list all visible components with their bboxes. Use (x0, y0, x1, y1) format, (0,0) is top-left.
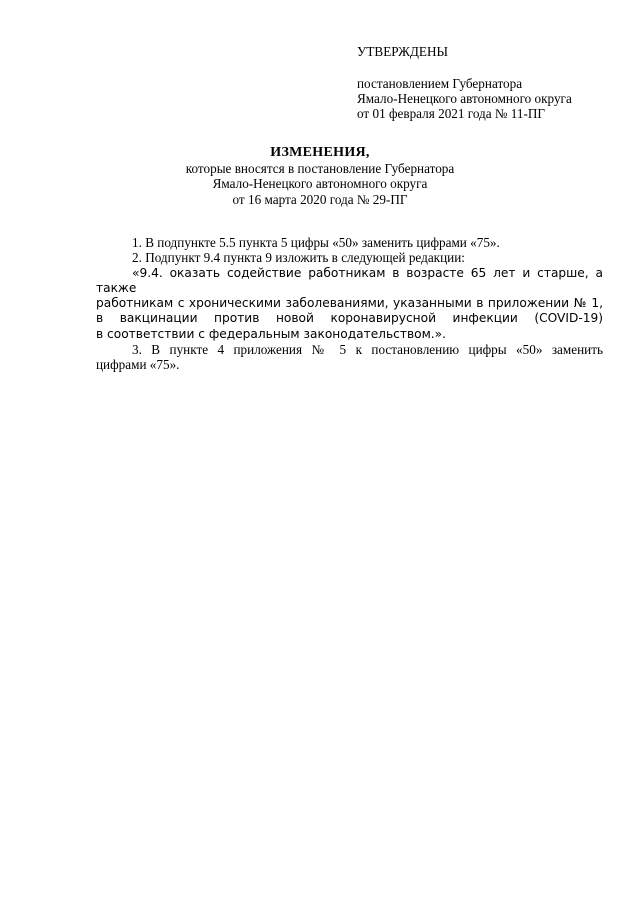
title-subline: от 16 марта 2020 года № 29-ПГ (232, 191, 408, 207)
approval-heading: УТВЕРЖДЕНЫ (357, 44, 449, 59)
approval-stamp (357, 44, 617, 121)
paragraph-item-2: 2. Подпункт 9.4 пункта 9 изложить в следующей редакции: (132, 250, 465, 266)
document-title: ИЗМЕНЕНИЯ, (270, 145, 370, 160)
quote-line: работникам с хроническими заболеваниями, указанными в приложении № 1, (96, 296, 603, 311)
paragraph-item-3 (96, 342, 603, 373)
document-title-block (0, 145, 640, 207)
paragraph-item-1: 1. В подпункте 5.5 пункта 5 цифры «50» заменить цифрами «75». (132, 235, 500, 250)
title-subline: которые вносятся в постановление Губернатора (185, 160, 455, 176)
item3-line: 3. В пункте 4 приложения № 5 к постановлению цифры «50» заменить (132, 342, 603, 358)
quote-line: «9.4. оказать содействие работникам в возрасте 65 лет и старше, а также (96, 265, 603, 295)
title-subline: Ямало-Ненецкого автономного округа (212, 176, 428, 191)
quote-line: в соответствии с федеральным законодательством.». (96, 326, 446, 341)
approval-line: от 01 февраля 2021 года № 11-ПГ (357, 106, 546, 121)
approval-line: постановлением Губернатора (357, 76, 523, 91)
approval-line: Ямало-Ненецкого автономного округа (357, 91, 572, 106)
quoted-subitem-9-4 (96, 266, 603, 342)
document-body (96, 235, 603, 373)
quote-line: в вакцинации против новой коронавирусной инфекции (COVID-19) (96, 311, 603, 326)
item3-line: цифрами «75». (96, 357, 180, 373)
